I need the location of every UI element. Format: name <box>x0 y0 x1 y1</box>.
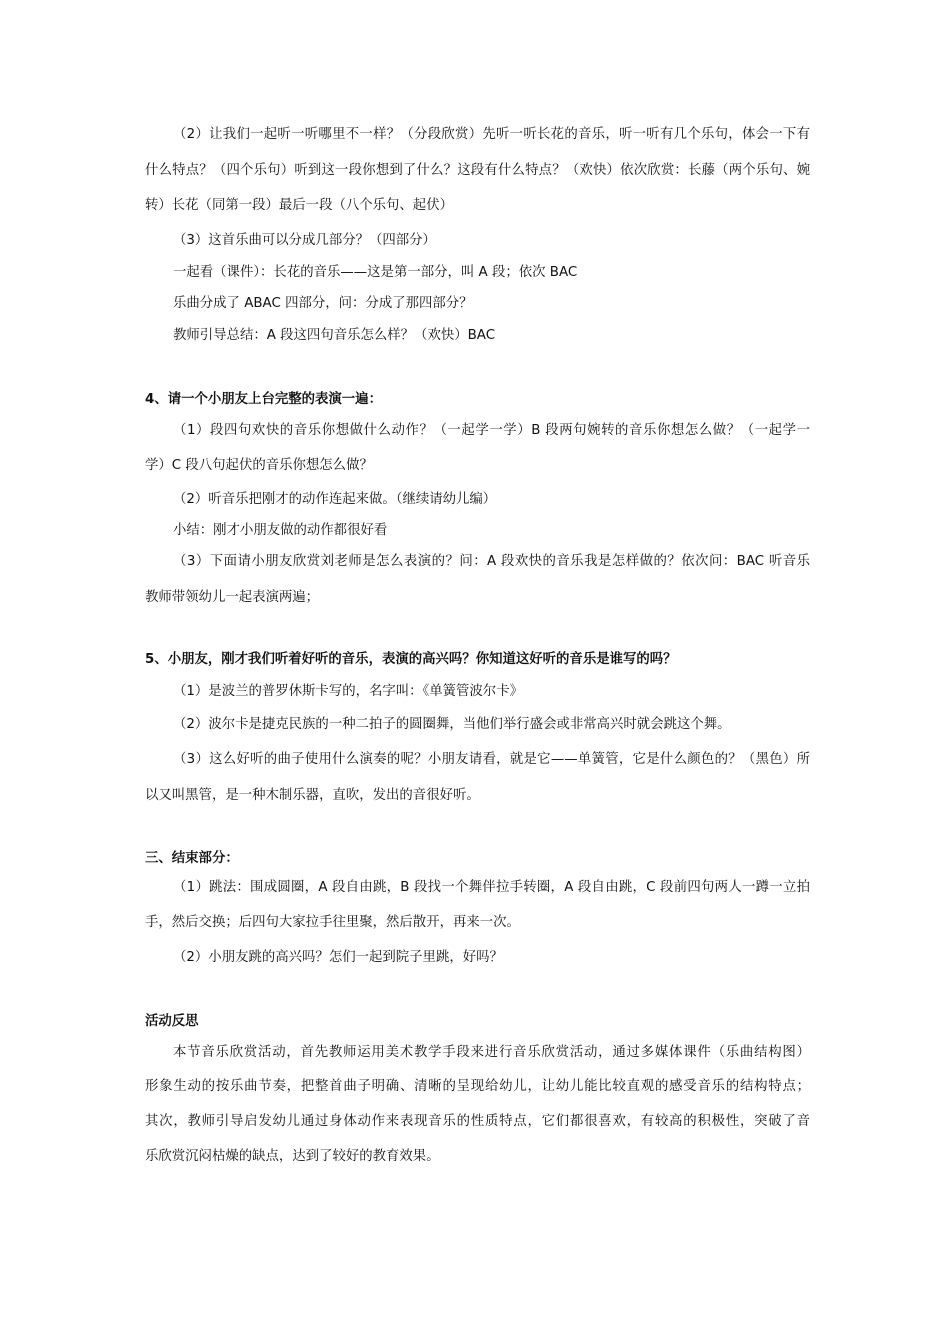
section-4-p3-line-1: （3）下面请小朋友欣赏刘老师是怎么表演的？问：A 段欢快的音乐我是怎样做的？依次问：BAC 听音乐 <box>173 554 810 569</box>
ending-p1-line-2: 手，然后交换；后四句大家拉手往里聚，然后散开，再来一次。 <box>145 915 520 930</box>
paragraph-parts-question: （3）这首乐曲可以分成几部分？（四部分） <box>173 233 436 248</box>
section-5-p1: （1）是波兰的普罗休斯卡写的，名字叫：《单簧管波尔卡》 <box>173 684 523 699</box>
section-5-p3-line-1: （3）这么好听的曲子使用什么演奏的呢？小朋友请看，就是它——单簧管，它是什么颜色的？（黑色）所 <box>173 752 810 767</box>
section-5-p3-line-2: 以又叫黑管，是一种木制乐器，直吹，发出的音很好听。 <box>145 788 480 803</box>
section-4-p2: （2）听音乐把刚才的动作连起来做。（继续请幼儿编） <box>173 492 497 507</box>
reflection-heading: 活动反思 <box>145 1014 199 1029</box>
paragraph-watch-courseware: 一起看（课件）：长花的音乐——这是第一部分，叫 A 段；依次 BAC <box>173 265 578 280</box>
paragraph-listen-line-3: 转）长花（同第一段）最后一段（八个乐句、起伏） <box>145 198 453 213</box>
paragraph-teacher-summary: 教师引导总结：A 段这四句音乐怎么样？（欢快）BAC <box>173 328 496 343</box>
section-4-p1-line-1: （1）段四句欢快的音乐你想做什么动作？（一起学一学）B 段两句婉转的音乐你想怎么做？（一起学一 <box>173 423 810 438</box>
section-5-heading: 5、小朋友，刚才我们听着好听的音乐，表演的高兴吗？你知道这好听的音乐是谁写的吗？ <box>145 652 677 667</box>
section-5-p2: （2）波尔卡是捷克民族的一种二拍子的圆圈舞，当他们举行盛会或非常高兴时就会跳这个舞。 <box>173 717 731 732</box>
ending-p2: （2）小朋友跳的高兴吗？怎们一起到院子里跳，好吗？ <box>173 950 503 965</box>
paragraph-abac: 乐曲分成了 ABAC 四部分，问：分成了那四部分？ <box>173 296 473 311</box>
section-4-heading: 4、请一个小朋友上台完整的表演一遍： <box>145 392 382 407</box>
reflection-line-4: 乐欣赏沉闷枯燥的缺点，达到了较好的教育效果。 <box>145 1149 440 1164</box>
reflection-line-1: 本节音乐欣赏活动，首先教师运用美术教学手段来进行音乐欣赏活动，通过多媒体课件（乐曲结构图） <box>173 1045 810 1060</box>
paragraph-listen-line-1: （2）让我们一起听一听哪里不一样？（分段欣赏）先听一听长花的音乐，听一听有几个乐句，体会一下有 <box>173 127 810 142</box>
reflection-line-2: 形象生动的按乐曲节奏，把整首曲子明确、清晰的呈现给幼儿，让幼儿能比较直观的感受音乐的结构特点； <box>145 1079 810 1094</box>
section-4-summary: 小结：刚才小朋友做的动作都很好看 <box>173 523 388 538</box>
section-4-p3-line-2: 教师带领幼儿一起表演两遍； <box>145 590 320 605</box>
section-4-p1-line-2: 学）C 段八句起伏的音乐你想怎么做？ <box>145 458 373 473</box>
paragraph-listen-line-2: 什么特点？（四个乐句）听到这一段你想到了什么？这段有什么特点？（欢快）依次欣赏：长藤（两个乐句、婉 <box>145 163 810 178</box>
ending-heading: 三、结束部分： <box>145 851 239 866</box>
ending-p1-line-1: （1）跳法：围成圆圈，A 段自由跳，B 段找一个舞伴拉手转圈，A 段自由跳，C 段前四句两人一蹲一立拍 <box>173 880 810 895</box>
reflection-line-3: 其次，教师引导启发幼儿通过身体动作来表现音乐的性质特点，它们都很喜欢，有较高的积极性，突破了音 <box>145 1114 810 1129</box>
